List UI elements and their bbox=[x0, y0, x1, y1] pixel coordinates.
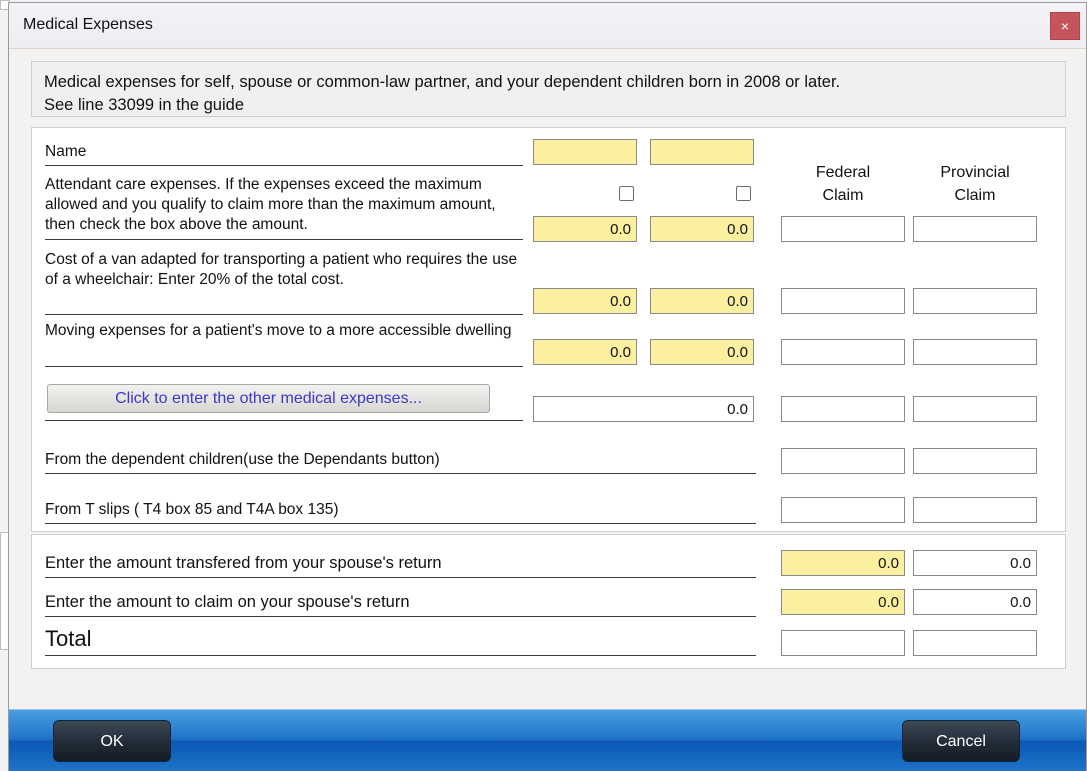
row-attendant-care-rule bbox=[45, 239, 523, 240]
total-label: Total bbox=[45, 626, 92, 651]
row-transfer-from-spouse-rule bbox=[45, 577, 756, 578]
claim-on-spouse-provincial-input[interactable] bbox=[913, 589, 1037, 615]
name-taxpayer-input[interactable] bbox=[533, 139, 637, 165]
attendant-care-federal-input[interactable] bbox=[781, 216, 905, 242]
row-claim-on-spouse-rule bbox=[45, 616, 756, 617]
row-moving-label: Moving expenses for a patient's move to a more accessible dwelling bbox=[45, 322, 512, 339]
moving-provincial-input[interactable] bbox=[913, 339, 1037, 365]
row-name-rule bbox=[45, 165, 523, 166]
federal-claim-header-line1: Federal bbox=[815, 164, 871, 181]
row-transfer-from-spouse-label: Enter the amount transfered from your spouse's return bbox=[45, 554, 442, 572]
moving-taxpayer-input[interactable] bbox=[533, 339, 637, 365]
other-medical-expenses-button[interactable]: Click to enter the other medical expenses... bbox=[47, 384, 490, 413]
attendant-care-taxpayer-checkbox[interactable] bbox=[619, 186, 634, 201]
intro-text-block bbox=[31, 61, 1066, 117]
van-provincial-input[interactable] bbox=[913, 288, 1037, 314]
medical-expenses-dialog bbox=[8, 2, 1087, 771]
other-provincial-input[interactable] bbox=[913, 396, 1037, 422]
intro-line-2: See line 33099 in the guide bbox=[44, 96, 244, 114]
total-provincial-input[interactable] bbox=[913, 630, 1037, 656]
row-name-label: Name bbox=[45, 143, 87, 160]
close-icon[interactable]: × bbox=[1050, 12, 1080, 40]
dependent-children-federal-input[interactable] bbox=[781, 448, 905, 474]
attendant-care-spouse-input[interactable] bbox=[650, 216, 754, 242]
intro-line-1: Medical expenses for self, spouse or common-law partner, and your dependent children born in 2008 or later. bbox=[44, 73, 841, 91]
van-spouse-input[interactable] bbox=[650, 288, 754, 314]
provincial-claim-header-line1: Provincial bbox=[940, 164, 1010, 181]
cancel-button[interactable]: Cancel bbox=[902, 720, 1020, 762]
row-other-rule bbox=[45, 420, 523, 421]
other-medical-expenses-total-input[interactable] bbox=[533, 396, 754, 422]
row-attendant-care-label: Attendant care expenses. If the expenses exceed the maximum allowed and you qualify to claim more than the maximum amount, then check the box above the amount. bbox=[45, 176, 496, 233]
attendant-care-provincial-input[interactable] bbox=[913, 216, 1037, 242]
provincial-claim-header-line2: Claim bbox=[954, 187, 996, 204]
dependent-children-provincial-input[interactable] bbox=[913, 448, 1037, 474]
row-moving-rule bbox=[45, 366, 523, 367]
dialog-titlebar bbox=[9, 3, 1086, 49]
transfer-from-spouse-federal-input[interactable] bbox=[781, 550, 905, 576]
row-t-slips-rule bbox=[45, 523, 756, 524]
t-slips-federal-input[interactable] bbox=[781, 497, 905, 523]
dialog-title: Medical Expenses bbox=[23, 16, 153, 33]
other-federal-input[interactable] bbox=[781, 396, 905, 422]
claim-on-spouse-federal-input[interactable] bbox=[781, 589, 905, 615]
row-van-rule bbox=[45, 314, 523, 315]
attendant-care-taxpayer-input[interactable] bbox=[533, 216, 637, 242]
row-dependent-children-rule bbox=[45, 473, 756, 474]
row-claim-on-spouse-label: Enter the amount to claim on your spouse's return bbox=[45, 593, 410, 611]
ok-button[interactable]: OK bbox=[53, 720, 171, 762]
row-van-label: Cost of a van adapted for transporting a patient who requires the use of a wheelchair: Enter 20% of the total cost. bbox=[45, 251, 518, 288]
total-rule bbox=[45, 655, 756, 656]
attendant-care-spouse-checkbox[interactable] bbox=[736, 186, 751, 201]
federal-claim-header bbox=[781, 161, 905, 207]
moving-federal-input[interactable] bbox=[781, 339, 905, 365]
total-federal-input[interactable] bbox=[781, 630, 905, 656]
transfer-from-spouse-provincial-input[interactable] bbox=[913, 550, 1037, 576]
moving-spouse-input[interactable] bbox=[650, 339, 754, 365]
van-taxpayer-input[interactable] bbox=[533, 288, 637, 314]
t-slips-provincial-input[interactable] bbox=[913, 497, 1037, 523]
van-federal-input[interactable] bbox=[781, 288, 905, 314]
federal-claim-header-line2: Claim bbox=[822, 187, 864, 204]
row-t-slips-label: From T slips ( T4 box 85 and T4A box 135) bbox=[45, 501, 339, 518]
dialog-footer bbox=[9, 709, 1086, 771]
provincial-claim-header bbox=[913, 161, 1037, 207]
name-spouse-input[interactable] bbox=[650, 139, 754, 165]
row-dependent-children-label: From the dependent children(use the Dependants button) bbox=[45, 451, 440, 468]
